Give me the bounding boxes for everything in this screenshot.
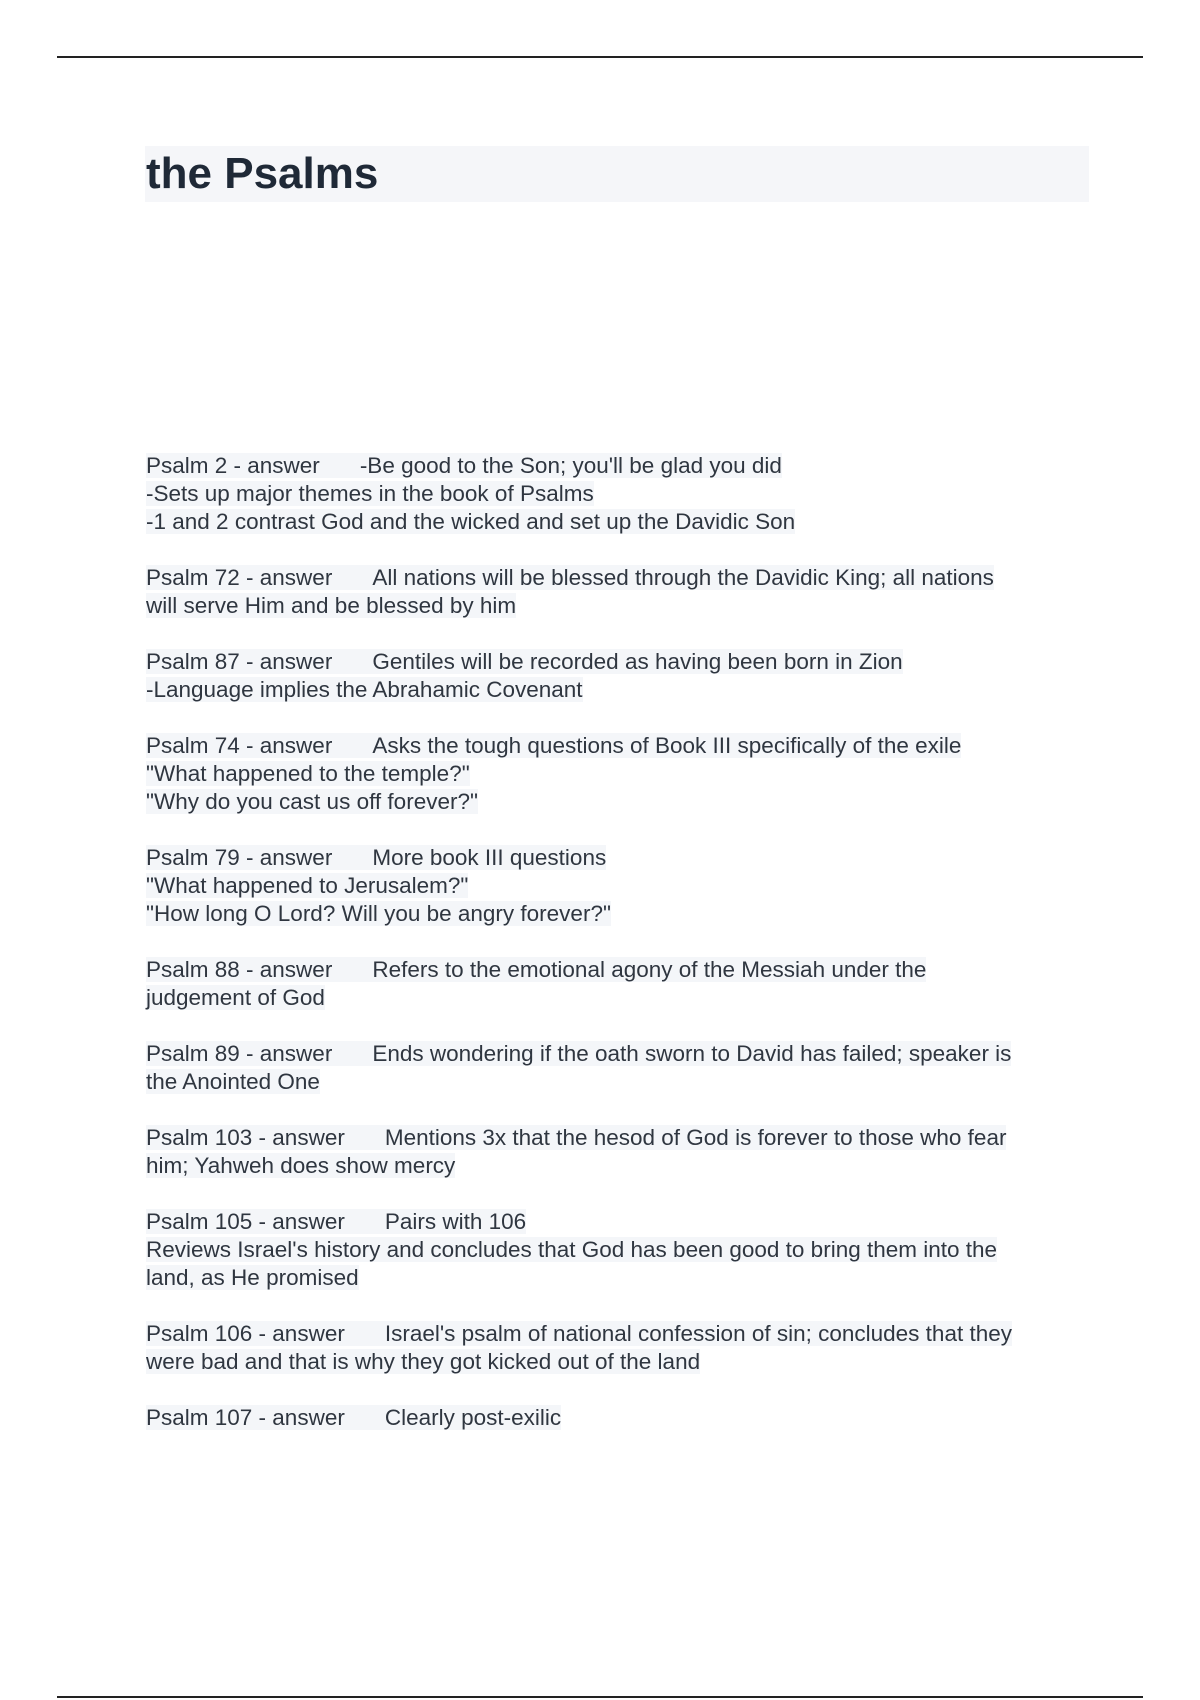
text-highlight bbox=[146, 649, 903, 674]
entry-definition: -Language implies the Abrahamic Covenant bbox=[146, 677, 583, 702]
page-title: the Psalms bbox=[146, 149, 379, 198]
text-highlight bbox=[146, 761, 470, 786]
entry-definition-line bbox=[146, 1264, 1086, 1292]
text-highlight bbox=[146, 1069, 320, 1094]
entry-definition-line bbox=[146, 984, 1086, 1012]
entry-definition: Mentions 3x that the hesod of God is forever to those who fear bbox=[384, 1125, 1007, 1150]
entry-definition-line bbox=[146, 480, 1086, 508]
text-highlight bbox=[146, 901, 611, 926]
text-highlight bbox=[146, 1237, 997, 1262]
entry-definition: Asks the tough questions of Book III specifically of the exile bbox=[372, 733, 962, 758]
text-highlight bbox=[146, 565, 994, 590]
flashcard-entry bbox=[146, 1040, 1086, 1096]
entry-definition-line bbox=[146, 900, 1086, 928]
entry-term: Psalm 2 - answer bbox=[146, 453, 320, 478]
entry-term: Psalm 72 - answer bbox=[146, 565, 333, 590]
entry-definition: land, as He promised bbox=[146, 1265, 359, 1290]
entry-term: Psalm 106 - answer bbox=[146, 1321, 345, 1346]
entry-term: Psalm 107 - answer bbox=[146, 1405, 345, 1430]
entry-definition-line bbox=[146, 1068, 1086, 1096]
entry-definition-line bbox=[146, 788, 1086, 816]
flashcard-entry bbox=[146, 844, 1086, 928]
entry-definition: -Be good to the Son; you'll be glad you did bbox=[359, 453, 782, 478]
flashcard-entry bbox=[146, 956, 1086, 1012]
entry-term: Psalm 87 - answer bbox=[146, 649, 333, 674]
text-highlight bbox=[146, 509, 795, 534]
entry-definition: -1 and 2 contrast God and the wicked and set up the Davidic Son bbox=[146, 509, 796, 534]
text-highlight bbox=[146, 481, 594, 506]
entry-term: Psalm 74 - answer bbox=[146, 733, 333, 758]
text-highlight bbox=[146, 845, 606, 870]
entry-definition: Pairs with 106 bbox=[384, 1209, 527, 1234]
text-highlight bbox=[146, 677, 583, 702]
text-highlight bbox=[146, 733, 961, 758]
flashcard-entry bbox=[146, 1208, 1086, 1292]
entry-definition-line bbox=[146, 872, 1086, 900]
entry-definition: Ends wondering if the oath sworn to David has failed; speaker is bbox=[372, 1041, 1012, 1066]
entry-term: Psalm 103 - answer bbox=[146, 1125, 345, 1150]
text-highlight bbox=[146, 453, 782, 478]
text-highlight bbox=[146, 1153, 455, 1178]
text-highlight bbox=[146, 1349, 700, 1374]
entry-first-line bbox=[146, 956, 1086, 984]
entry-term: Psalm 79 - answer bbox=[146, 845, 333, 870]
entry-first-line bbox=[146, 564, 1086, 592]
entry-definition: Israel's psalm of national confession of sin; concludes that they bbox=[384, 1321, 1012, 1346]
entry-definition-line bbox=[146, 592, 1086, 620]
flashcard-entry bbox=[146, 732, 1086, 816]
entry-definition-line bbox=[146, 1348, 1086, 1376]
entry-first-line bbox=[146, 1320, 1086, 1348]
entry-term: Psalm 89 - answer bbox=[146, 1041, 333, 1066]
flashcard-list bbox=[146, 452, 1086, 1460]
entry-definition: him; Yahweh does show mercy bbox=[146, 1153, 456, 1178]
entry-term: Psalm 105 - answer bbox=[146, 1209, 345, 1234]
top-rule bbox=[57, 56, 1143, 58]
text-highlight bbox=[146, 1405, 561, 1430]
entry-first-line bbox=[146, 1040, 1086, 1068]
entry-definition: "How long O Lord? Will you be angry forever?" bbox=[146, 901, 611, 926]
flashcard-entry bbox=[146, 564, 1086, 620]
entry-definition: Gentiles will be recorded as having been born in Zion bbox=[372, 649, 903, 674]
entry-definition: -Sets up major themes in the book of Psalms bbox=[146, 481, 594, 506]
entry-definition-line bbox=[146, 1236, 1086, 1264]
entry-first-line bbox=[146, 1124, 1086, 1152]
entry-definition: All nations will be blessed through the Davidic King; all nations bbox=[372, 565, 994, 590]
entry-definition: will serve Him and be blessed by him bbox=[146, 593, 517, 618]
entry-definition: Refers to the emotional agony of the Messiah under the bbox=[372, 957, 927, 982]
entry-first-line bbox=[146, 1208, 1086, 1236]
text-highlight bbox=[146, 985, 325, 1010]
entry-definition: "Why do you cast us off forever?" bbox=[146, 789, 478, 814]
text-highlight bbox=[146, 1209, 526, 1234]
entry-definition: More book III questions bbox=[372, 845, 607, 870]
entry-first-line bbox=[146, 844, 1086, 872]
entry-definition: Clearly post-exilic bbox=[384, 1405, 562, 1430]
text-highlight bbox=[146, 1041, 1011, 1066]
entry-first-line bbox=[146, 648, 1086, 676]
entry-definition: Reviews Israel's history and concludes that God has been good to bring them into the bbox=[146, 1237, 998, 1262]
bottom-rule bbox=[57, 1696, 1143, 1698]
entry-definition-line bbox=[146, 508, 1086, 536]
entry-term: Psalm 88 - answer bbox=[146, 957, 333, 982]
entry-definition: "What happened to Jerusalem?" bbox=[146, 873, 469, 898]
flashcard-entry bbox=[146, 1320, 1086, 1376]
text-highlight bbox=[146, 957, 926, 982]
text-highlight bbox=[146, 873, 468, 898]
entry-definition-line bbox=[146, 760, 1086, 788]
entry-definition: "What happened to the temple?" bbox=[146, 761, 470, 786]
text-highlight bbox=[146, 789, 478, 814]
entry-definition: the Anointed One bbox=[146, 1069, 320, 1094]
entry-first-line bbox=[146, 452, 1086, 480]
text-highlight bbox=[146, 1125, 1006, 1150]
text-highlight bbox=[146, 1321, 1012, 1346]
entry-first-line bbox=[146, 1404, 1086, 1432]
flashcard-entry bbox=[146, 1124, 1086, 1180]
entry-first-line bbox=[146, 732, 1086, 760]
text-highlight bbox=[146, 1265, 359, 1290]
entry-definition: judgement of God bbox=[146, 985, 325, 1010]
flashcard-entry bbox=[146, 452, 1086, 536]
entry-definition-line bbox=[146, 1152, 1086, 1180]
entry-definition: were bad and that is why they got kicked out of the land bbox=[146, 1349, 701, 1374]
flashcard-entry bbox=[146, 648, 1086, 704]
flashcard-entry bbox=[146, 1404, 1086, 1432]
text-highlight bbox=[146, 593, 516, 618]
entry-definition-line bbox=[146, 676, 1086, 704]
